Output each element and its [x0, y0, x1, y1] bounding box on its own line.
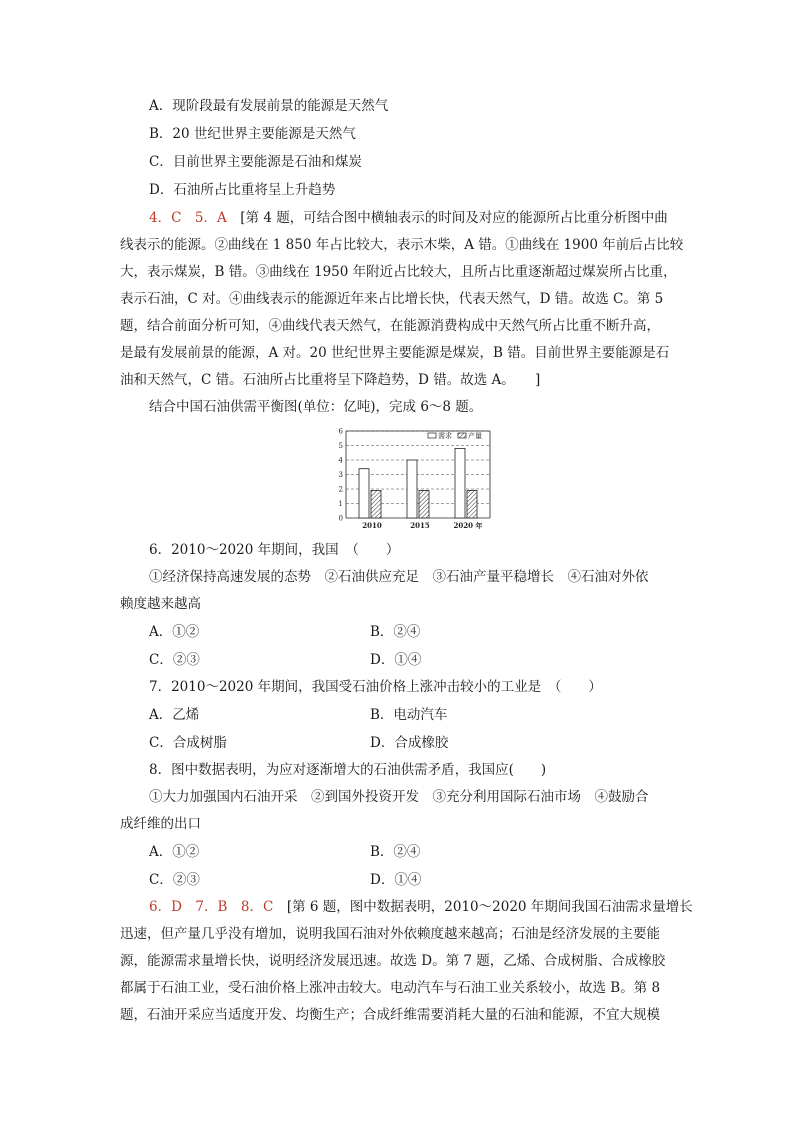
q3-option-d: D．石油所占比重将呈上升趋势 — [149, 182, 336, 198]
q3-option-b: B．20 世纪世界主要能源是天然气 — [149, 126, 356, 142]
legend-swatch-demand — [428, 433, 436, 438]
q7-option-a: A．乙烯 — [149, 707, 200, 723]
q3-option-c: C．目前世界主要能源是石油和煤炭 — [149, 154, 362, 170]
explanation-line: 大，表示煤炭，B 错。③曲线在 1950 年附近占比较大，且所占比重逐渐超过煤炭所占比重， — [120, 264, 677, 280]
bar-demand — [455, 448, 465, 518]
y-axis-ticks — [339, 428, 344, 523]
bar-production — [467, 490, 477, 518]
q8-statements-line2: 成纤维的出口 — [120, 816, 201, 832]
q8-option-b: B．②④ — [370, 844, 421, 860]
explanation-line: 题，石油开采应当适度开发、均衡生产；合成纤维需要消耗大量的石油和能源，不宜大规模 — [120, 1007, 660, 1023]
explanation-line: 是最有发展前景的能源，A 对。20 世纪世界主要能源是煤炭，B 错。目前世界主要能源是石 — [120, 345, 670, 361]
explanation-line: 油和天然气，C 错。石油所占比重将呈下降趋势，D 错。故选 A。 ] — [120, 372, 541, 388]
y-tick-label: 6 — [338, 427, 343, 436]
y-tick-label: 5 — [338, 442, 343, 450]
q6-option-a: A．①② — [149, 624, 200, 640]
q8-option-c: C．②③ — [149, 872, 200, 888]
x-axis-ticks — [362, 521, 482, 530]
q6-statements-line1: ①经济保持高速发展的态势 ②石油供应充足 ③石油产量平稳增长 ④石油对外依 — [149, 569, 649, 585]
explanation-line: 表示石油，C 对。④曲线表示的能源近年来占比增长快，代表天然气，D 错。故选 C。第 5 — [120, 291, 664, 307]
x-tick-label: 2010 — [362, 521, 382, 530]
legend-swatch-production — [458, 433, 466, 438]
q8-stem: 8．图中数据表明，为应对逐渐增大的石油供需矛盾，我国应( ) — [149, 762, 547, 778]
q8-statements-line1: ①大力加强国内石油开采 ②到国外投资开发 ③充分利用国际石油市场 ④鼓励合 — [149, 789, 649, 805]
q6-option-b: B．②④ — [370, 624, 421, 640]
explanation-line: 题，结合前面分析可知，④曲线代表天然气，在能源消费构成中天然气所占比重不断升高， — [120, 318, 660, 334]
legend-label: 产量 — [468, 432, 482, 440]
q6-option-d: D．①④ — [370, 652, 422, 668]
answer-key-6-8: 6．D 7．B 8．C — [149, 899, 274, 915]
x-tick-label: 2020 年 — [453, 521, 483, 530]
bar-demand — [407, 460, 417, 518]
y-tick-label: 0 — [338, 514, 343, 523]
q7-stem: 7．2010～2020 年期间，我国受石油价格上涨冲击较小的工业是 （ ） — [149, 679, 602, 695]
q7-option-b: B．电动汽车 — [370, 707, 448, 723]
x-tick-label: 2015 — [410, 521, 430, 530]
q6-option-c: C．②③ — [149, 652, 200, 668]
chart-legend — [428, 431, 482, 440]
answer-4-5-first-line — [149, 208, 668, 228]
answer-6-8-first-line — [149, 897, 693, 917]
y-tick-label: 4 — [338, 456, 343, 465]
explanation-line: 都属于石油工业，受石油价格上涨冲击较大。电动汽车与石油工业关系较小，故选 B。第 8 — [120, 980, 661, 996]
explanation-line: 迅速，但产量几乎没有增加，说明我国石油对外依赖度越来越高；石油是经济发展的主要能 — [120, 926, 660, 942]
bar-production — [419, 490, 429, 518]
explanation-line: [第 6 题，图中数据表明，2010～2020 年期间我国石油需求量增长 — [273, 899, 693, 915]
chart-bars — [359, 448, 477, 518]
q3-option-a: A．现阶段最有发展前景的能源是天然气 — [149, 98, 389, 114]
q8-option-a: A．①② — [149, 844, 200, 860]
bar-production — [371, 490, 381, 518]
y-tick-label: 1 — [338, 500, 343, 508]
explanation-line: 源，能源需求量增长快，说明经济发展迅速。故选 D。第 7 题，乙烯、合成树脂、合成橡胶 — [120, 953, 666, 969]
q6-stem: 6．2010～2020 年期间，我国 （ ） — [149, 542, 400, 558]
q7-option-c: C．合成树脂 — [149, 735, 227, 751]
q6-statements-line2: 赖度越来越高 — [120, 596, 201, 612]
explanation-line: [第 4 题，可结合图中横轴表示的时间及对应的能源所占比重分析图中曲 — [226, 210, 668, 226]
y-tick-label: 2 — [338, 485, 343, 494]
bar-demand — [359, 469, 369, 518]
answer-key-4-5: 4．C 5．A — [149, 210, 227, 226]
y-tick-label: 3 — [338, 471, 343, 479]
legend-label: 需求 — [438, 432, 452, 440]
intro-6-8: 结合中国石油供需平衡图(单位：亿吨)，完成 6～8 题。 — [149, 399, 483, 415]
oil-supply-demand-chart — [336, 425, 494, 531]
q7-option-d: D．合成橡胶 — [370, 735, 449, 751]
q8-option-d: D．①④ — [370, 872, 422, 888]
explanation-line: 线表示的能源。②曲线在 1 850 年占比较大，表示木柴，A 错。①曲线在 1900 年前后占比较 — [120, 237, 684, 253]
